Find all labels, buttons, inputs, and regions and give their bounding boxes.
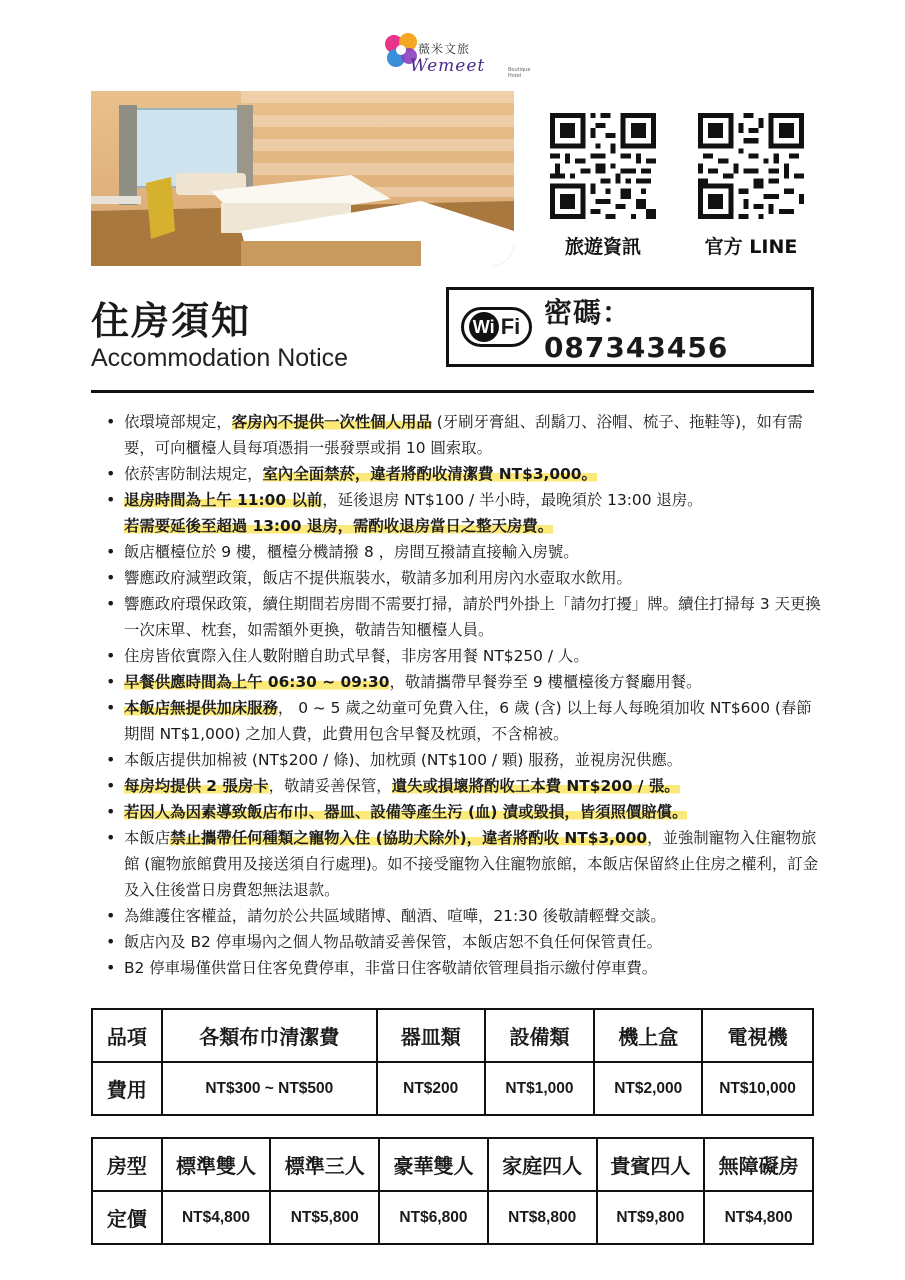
hotel-logo	[382, 30, 532, 78]
fee-item-cell: 機上盒	[594, 1009, 702, 1062]
fee-price-header: 費用	[92, 1062, 162, 1115]
room-type-cell: 家庭四人	[488, 1138, 597, 1191]
notice-item	[104, 695, 824, 747]
room-price-cell: NT$4,800	[704, 1191, 813, 1244]
section-divider	[91, 390, 814, 393]
fee-item-cell: 器皿類	[377, 1009, 485, 1062]
notice-text: 依環境部規定，	[124, 413, 232, 431]
notice-item	[104, 903, 824, 929]
fee-item-header: 品項	[92, 1009, 162, 1062]
notice-item	[104, 929, 824, 955]
notice-highlight-text: 若因人為因素導致飯店布巾、器皿、設備等產生污 (血) 漬或毀損，皆須照價賠償。	[124, 803, 688, 821]
notice-item	[104, 825, 824, 903]
travel-info-label: 旅遊資訊	[564, 236, 641, 258]
notice-item	[104, 461, 824, 487]
notice-text: ，敬請攜帶早餐券至 9 樓櫃檯後方餐廳用餐。	[389, 673, 702, 691]
notice-text: 響應政府減塑政策，飯店不提供瓶裝水，敬請多加利用房內水壺取水飲用。	[124, 569, 632, 587]
travel-info-qr-code[interactable]	[550, 113, 656, 219]
notice-highlight-text: 若需要延後至超過 13:00 退房，需酌收退房當日之整天房費。	[124, 517, 554, 535]
room-type-cell: 標準三人	[270, 1138, 379, 1191]
notice-item	[104, 487, 824, 539]
notice-text: ， 0 ~ 5 歲之幼童可免費入住，6 歲 (含) 以上每人每晚須加收 NT$600 (春節期間 NT$1,000) 之加人費，此費用包含早餐及枕頭，不含棉被。	[124, 699, 812, 743]
notice-item	[104, 799, 824, 825]
fee-price-cell: NT$10,000	[702, 1062, 813, 1115]
damage-fee-table	[91, 1008, 814, 1116]
notice-highlight-text: 每房均提供 2 張房卡	[124, 777, 269, 795]
room-type-cell: 無障礙房	[704, 1138, 813, 1191]
notice-text: 響應政府環保政策，續住期間若房間不需要打掃，請於門外掛上「請勿打擾」牌。續住打掃每 3 天更換一次床單、枕套，如需額外更換，敬請告知櫃檯人員。	[124, 595, 821, 639]
page-subtitle: Accommodation Notice	[91, 344, 349, 372]
room-price-cell: NT$8,800	[488, 1191, 597, 1244]
notice-highlight-text: 禁止攜帶任何種類之寵物入住 (協助犬除外)，違者將酌收 NT$3,000	[170, 829, 648, 847]
page-title: 住房須知	[91, 299, 252, 343]
notice-item	[104, 591, 824, 643]
notice-item	[104, 669, 824, 695]
logo-name-cn: 薇米文旅	[418, 42, 471, 56]
notice-item	[104, 643, 824, 669]
notice-text: ，敬請妥善保管，	[268, 777, 392, 795]
room-price-cell: NT$5,800	[270, 1191, 379, 1244]
room-price-cell: NT$9,800	[597, 1191, 705, 1244]
room-type-cell: 標準雙人	[162, 1138, 271, 1191]
fee-item-cell: 各類布巾清潔費	[162, 1009, 377, 1062]
notice-highlight-text: 室內全面禁菸，違者將酌收清潔費 NT$3,000。	[262, 465, 597, 483]
official-line-qr-code[interactable]	[698, 113, 804, 219]
logo-name-en: Wemeet	[410, 56, 486, 76]
notice-highlight-text: 退房時間為上午 11:00 以前	[124, 491, 323, 509]
notice-highlight-text: 遺失或損壞將酌收工本費 NT$200 / 張。	[391, 777, 680, 795]
notice-text: 飯店櫃檯位於 9 樓，櫃檯分機請撥 8 ，房間互撥請直接輸入房號。	[124, 543, 579, 561]
wifi-icon	[461, 307, 532, 347]
notice-text: 本飯店	[124, 829, 171, 847]
notice-item	[104, 565, 824, 591]
notice-item	[104, 773, 824, 799]
notice-item	[104, 747, 824, 773]
notice-highlight-text: 客房內不提供一次性個人用品	[231, 413, 432, 431]
notice-text: 依菸害防制法規定，	[124, 465, 263, 483]
room-price-table	[91, 1137, 814, 1245]
notice-text: 飯店內及 B2 停車場內之個人物品敬請妥善保管，本飯店恕不負任何保管責任。	[124, 933, 663, 951]
fee-item-cell: 設備類	[485, 1009, 595, 1062]
room-price-header: 定價	[92, 1191, 162, 1244]
wifi-badge-fi: Fi	[500, 314, 521, 339]
notice-text: 住房皆依實際入住人數附贈自助式早餐，非房客用餐 NT$250 / 人。	[124, 647, 589, 665]
room-price-cell: NT$4,800	[162, 1191, 271, 1244]
notice-text: B2 停車場僅供當日住客免費停車，非當日住客敬請依管理員指示繳付停車費。	[124, 959, 658, 977]
wifi-info-box	[446, 287, 814, 367]
notice-item	[104, 539, 824, 565]
logo-subtitle: Boutique Hotel	[508, 67, 531, 79]
fee-price-cell: NT$300 ~ NT$500	[162, 1062, 377, 1115]
notice-text: ，延後退房 NT$100 / 半小時，最晚須於 13:00 退房。	[322, 491, 703, 509]
official-line-label: 官方 LINE	[704, 236, 798, 258]
notice-highlight-text: 早餐供應時間為上午 06:30 ~ 09:30	[124, 673, 390, 691]
notice-item	[104, 955, 824, 981]
wifi-badge-wi: Wi	[469, 312, 499, 342]
notice-text: ，並強制寵物入住寵物旅館 (寵物旅館費用及接送須自行處理)。如不接受寵物入住寵物旅館，本飯店保留終止住房之權利，訂金及入住後當日房費恕無法退款。	[124, 829, 819, 899]
fee-price-cell: NT$2,000	[594, 1062, 702, 1115]
fee-price-cell: NT$200	[377, 1062, 485, 1115]
room-price-cell: NT$6,800	[379, 1191, 488, 1244]
notice-text: (牙刷牙膏組、刮鬍刀、浴帽、梳子、拖鞋等)，如有需要，可向櫃檯人員每項憑捐一張發票或捐 10 圓索取。	[124, 413, 803, 457]
room-type-cell: 豪華雙人	[379, 1138, 488, 1191]
room-type-header: 房型	[92, 1138, 162, 1191]
notice-item	[104, 409, 824, 461]
fee-item-cell: 電視機	[702, 1009, 813, 1062]
wifi-password: 密碼：087343456	[543, 295, 729, 364]
fee-price-cell: NT$1,000	[485, 1062, 595, 1115]
notice-highlight-text: 本飯店無提供加床服務	[124, 699, 278, 717]
notice-list	[104, 409, 824, 981]
hotel-room-photo	[91, 91, 514, 266]
notice-text: 為維護住客權益，請勿於公共區域賭博、酗酒、喧嘩，21:30 後敬請輕聲交談。	[124, 907, 666, 925]
room-type-cell: 貴賓四人	[597, 1138, 705, 1191]
notice-text: 本飯店提供加棉被 (NT$200 / 條)、加枕頭 (NT$100 / 顆) 服務，並視房況供應。	[124, 751, 683, 769]
